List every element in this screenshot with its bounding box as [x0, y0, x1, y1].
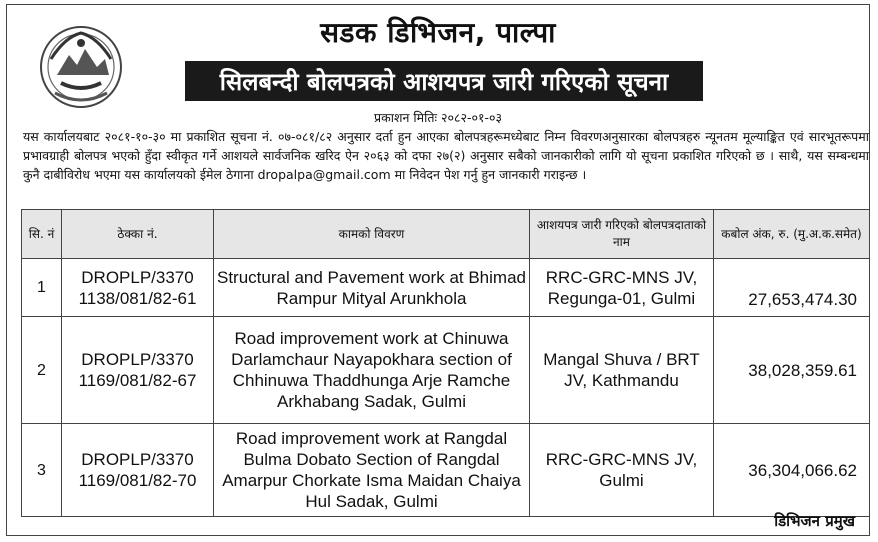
table-row — [22, 259, 870, 317]
cell-sn: 3 — [22, 424, 62, 517]
col-header-sn: सि. नं — [22, 210, 62, 259]
table-header-row — [22, 210, 870, 259]
col-header-description: कामको विवरण — [214, 210, 530, 259]
cell-contract-no: DROPLP/3370 1169/081/82-70 — [62, 424, 214, 517]
intro-paragraph: यस कार्यालयबाट २०८१-१०-३० मा प्रकाशित सूचना नं. ०७-०८१/८२ अनुसार दर्ता हुन आएका बोलपत्रहरूमध्येबाट निम्न विवरणअनुसारका बोलपत्रहरु न्यूनतम मूल्याङ्कित एवं सारभूतरूपमा प्रभावग्राही बोलपत्र भएको हुँदा स्वीकृत गर्ने आशयले सार्वजनिक खरिद ऐन २०६३ को दफा २७(२) अनुसार सबैको जानकारीको लागि यो सूचना प्रकाशित गरिएको छ । साथै, यस सम्बन्धमा कुनै दाबीविरोध भएमा यस कार्यालयको ईमेल ठेगाना dropalpa@gmail.com मा निवेदन पेश गर्नु हुन जानकारी गराइन्छ । — [23, 129, 869, 182]
publication-date: प्रकाशन मितिः २०८२-०१-०३ — [374, 110, 502, 125]
cell-amount: 27,653,474.30 — [714, 259, 870, 317]
cell-description: Structural and Pavement work at Bhimad Rampur Mityal Arunkhola — [214, 259, 530, 317]
org-title: सडक डिभिजन, पाल्पा — [320, 16, 556, 49]
cell-sn: 1 — [22, 259, 62, 317]
notice-frame — [6, 4, 870, 536]
signature-label: डिभिजन प्रमुख — [774, 512, 855, 530]
cell-sn: 2 — [22, 317, 62, 424]
notice-title-banner: सिलबन्दी बोलपत्रको आशयपत्र जारी गरिएको सूचना — [185, 61, 703, 101]
col-header-amount: कबोल अंक, रु. (मु.अ.क.समेत) — [714, 210, 870, 259]
award-table — [21, 209, 870, 517]
col-header-contract: ठेक्का नं. — [62, 210, 214, 259]
col-header-bidder: आशयपत्र जारी गरिएको बोलपत्रदाताको नाम — [530, 210, 714, 259]
cell-contract-no: DROPLP/3370 1138/081/82-61 — [62, 259, 214, 317]
cell-amount: 36,304,066.62 — [714, 424, 870, 517]
table-row — [22, 424, 870, 517]
cell-bidder: RRC-GRC-MNS JV, Gulmi — [530, 424, 714, 517]
cell-description: Road improvement work at Chinuwa Darlamchaur Nayapokhara section of Chhinuwa Thaddhunga Arje Ramche Arkhabang Sadak, Gulmi — [214, 317, 530, 424]
cell-contract-no: DROPLP/3370 1169/081/82-67 — [62, 317, 214, 424]
cell-bidder: Mangal Shuva / BRT JV, Kathmandu — [530, 317, 714, 424]
table-row — [22, 317, 870, 424]
cell-description: Road improvement work at Rangdal Bulma Dobato Section of Rangdal Amarpur Chorkate Isma Maidan Chaiya Hul Sadak, Gulmi — [214, 424, 530, 517]
cell-bidder: RRC-GRC-MNS JV, Regunga-01, Gulmi — [530, 259, 714, 317]
cell-amount: 38,028,359.61 — [714, 317, 870, 424]
